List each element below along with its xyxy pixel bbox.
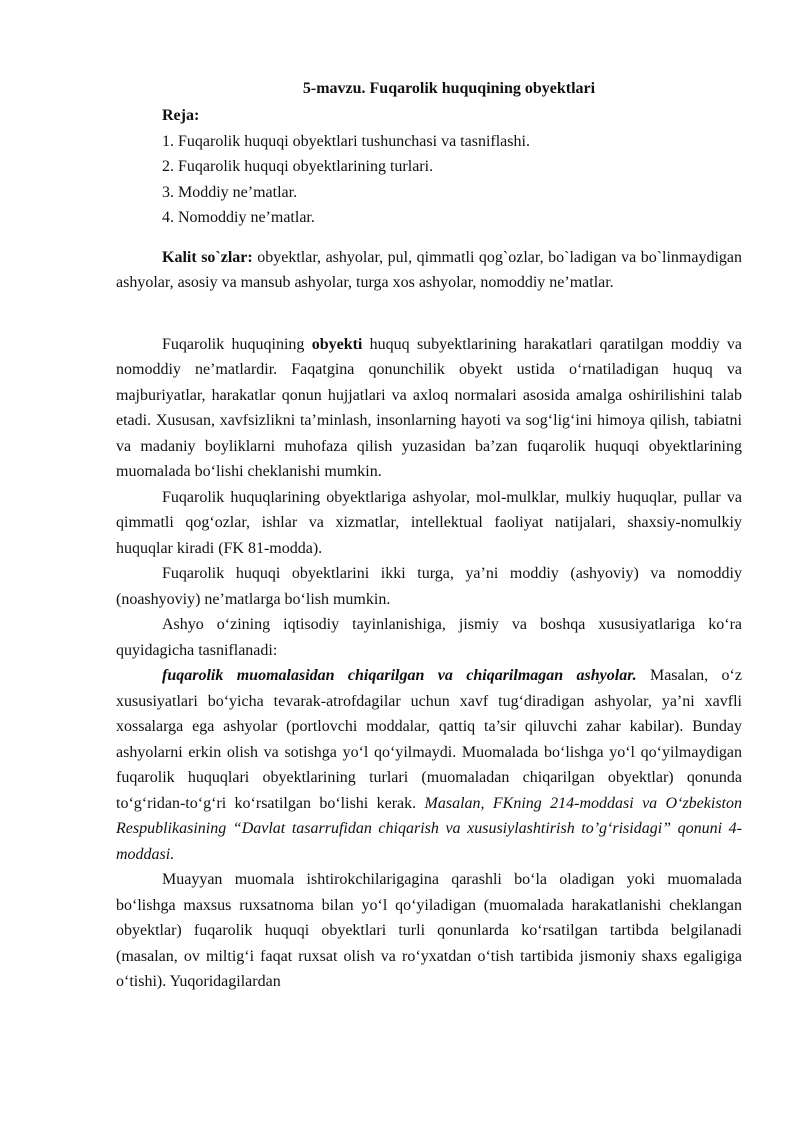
paragraph-5 [116,663,742,867]
plan-item: 3. Moddiy ne’matlar. [162,183,298,201]
paragraph-text: Masalan, o‘z xususiyatlari bo‘yicha tevarak-atrofdagilar uchun xavf tug‘diradigan ashyolar, ya’ni xavfli xossalarga ega ashyolar (portlovchi moddalar, qattiq ta’sir qiluvchi zahar kabilar). Bunday ashyolarni erkin olish va sotishga yo‘l qo‘yilmaydi. Muomalada bo‘lishga yo‘l qo‘yilmaydigan fuqarolik huquqlari obyektlarining turlari (muomaladan chiqarilgan obyektlar) qonunda to‘g‘ridan-to‘g‘ri ko‘rsatilgan bo‘lishi kerak. [116,667,742,812]
bold-term: obyekti [311,335,363,353]
bold-italic-term: fuqarolik muomalasidan chiqarilgan va chiqarilmagan ashyolar. [162,667,637,684]
plan-heading: Reja: [162,107,200,124]
keywords-label: Kalit so`zlar: [162,248,253,266]
italic-reference: Masalan, FKning 214-moddasi va O‘zbekiston Respublikasining “Davlat tasarrufidan chiqarish va xususiylashtirish to’g‘risidagi” qonuni 4-moddasi. [116,794,742,863]
plan-item: 1. Fuqarolik huquqi obyektlari tushunchasi va tasniflashi. [162,132,530,150]
keywords-text: obyektlar, ashyolar, pul, qimmatli qog`ozlar, bo`ladigan va bo`linmaydigan ashyolar, asosiy va mansub ashyolar, turga xos ashyolar, nomoddiy ne’matlar. [116,248,743,291]
paragraph-1 [116,332,742,485]
paragraph-6: Muayyan muomala ishtirokchilarigagina qarashli bo‘la oladigan yoki muomalada bo‘lishga maxsus ruxsatnoma bilan yo‘l qo‘yiladigan (muomalada harakatlanishi cheklangan obyektlar) fuqarolik huquqi obyektlari turli qonunlarda ko‘rsatilgan tartibda belgilanadi (masalan, ov miltig‘i faqat ruxsat olish va ro‘yxatdan o‘tish tartibida jismoniy shaxs egaligiga o‘tishi). Yuqoridagilardan [116,871,742,990]
paragraph-text: Fuqarolik huquqining [162,335,312,353]
plan-item: 4. Nomoddiy ne’matlar. [162,209,315,226]
paragraph-3: Fuqarolik huquqi obyektlarini ikki turga, ya’ni moddiy (ashyoviy) va nomoddiy (noashyoviy) ne’matlarga bo‘lish mumkin. [116,565,742,608]
paragraph-text: huquq subyektlarining harakatlari qaratilgan moddiy va nomoddiy ne’matlardir. Faqatgina qonunchilik obyekt ustida o‘rnatiladigan huquq va majburiyatlar, harakatlar qonun hujjatlari va axloq normalari asosida amalga oshirilishini talab etadi. Xususan, xavfsizlikni ta’minlash, insonlarning hayoti va sog‘lig‘ini himoya qilish, tabiatni va madaniy boyliklarni muhofaza qilish yuzasidan ba’zan fuqarolik huquqi obyektlarining muomalada bo‘lishi cheklanishi mumkin. [116,335,742,480]
paragraph-2: Fuqarolik huquqlarining obyektlariga ashyolar, mol-mulklar, mulkiy huquqlar, pullar va qimmatli qog‘ozlar, ishlar va xizmatlar, intellektual faoliyat natijalari, shaxsiy-nomulkiy huquqlar kiradi (FK 81-modda). [116,488,742,557]
plan-section [116,103,742,231]
keywords-paragraph [116,245,742,296]
paragraph-4: Ashyo o‘zining iqtisodiy tayinlanishiga, jismiy va boshqa xususiyatlariga ko‘ra quyidagicha tasniflanadi: [116,616,742,659]
page-title: 5-mavzu. Fuqarolik huquqining obyektlari [302,80,596,97]
plan-item: 2. Fuqarolik huquqi obyektlarining turlari. [162,158,434,175]
